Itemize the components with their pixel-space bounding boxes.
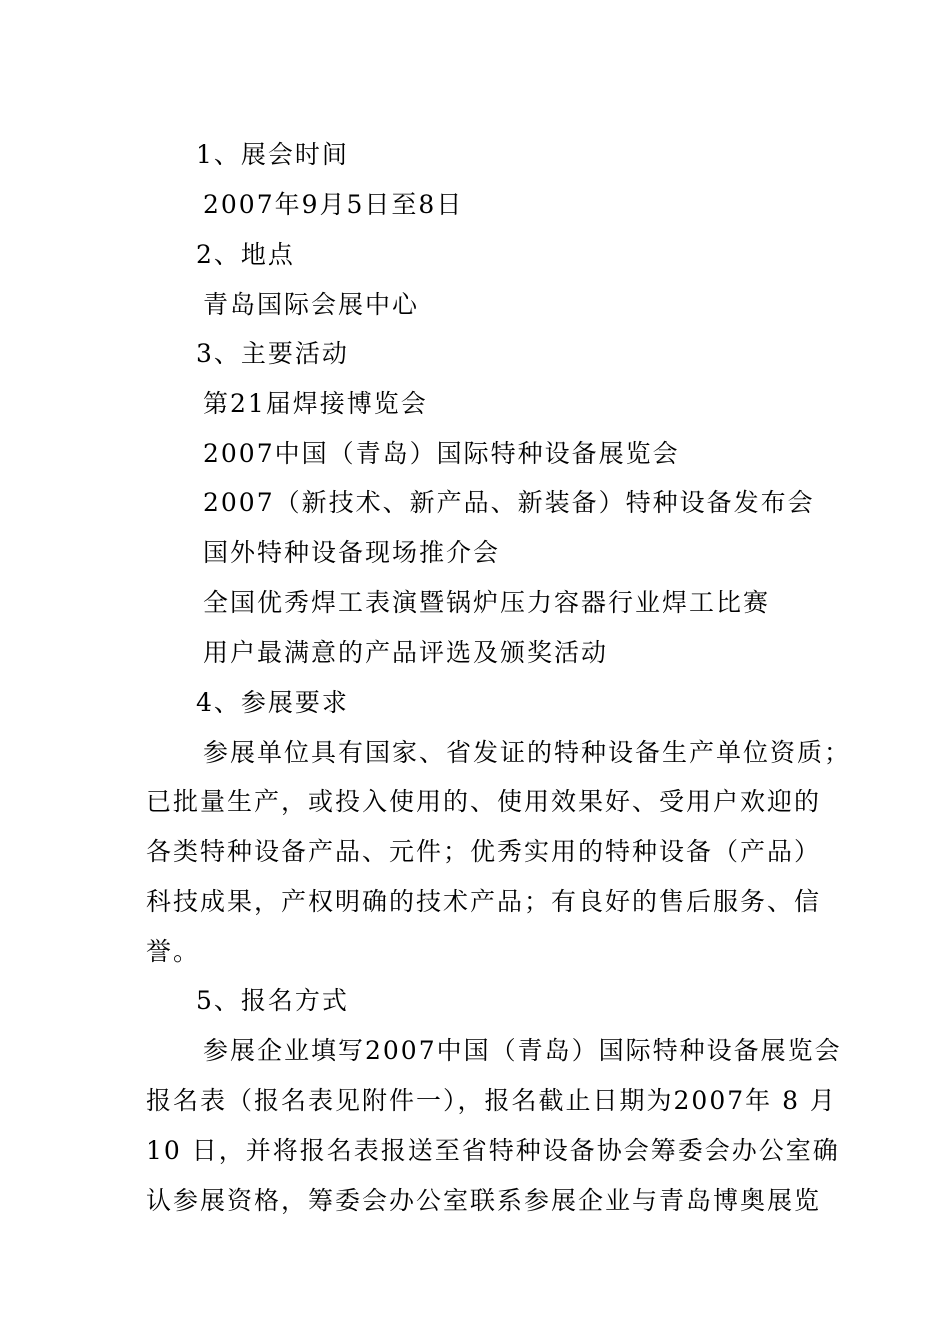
paragraph-line: 参展企业填写2007中国（青岛）国际特种设备展览会	[203, 1036, 842, 1065]
activity-item: 用户最满意的产品评选及颁奖活动	[203, 638, 609, 667]
activity-item: 2007（新技术、新产品、新装备）特种设备发布会	[203, 488, 815, 517]
paragraph-line: 参展单位具有国家、省发证的特种设备生产单位资质；	[203, 738, 852, 767]
activity-item: 2007中国（青岛）国际特种设备展览会	[203, 439, 680, 468]
section-heading-location: 2、地点	[196, 240, 295, 269]
section-heading-exhibition-time: 1、展会时间	[196, 140, 349, 169]
section-heading-main-activities: 3、主要活动	[196, 339, 349, 368]
exhibition-venue: 青岛国际会展中心	[203, 290, 420, 319]
paragraph-line: 已批量生产，或投入使用的、使用效果好、受用户欢迎的	[146, 787, 822, 816]
paragraph-line: 各类特种设备产品、元件；优秀实用的特种设备（产品）	[146, 837, 822, 866]
paragraph-line: 誉。	[146, 937, 201, 966]
activity-item: 全国优秀焊工表演暨锅炉压力容器行业焊工比赛	[203, 588, 771, 617]
paragraph-line: 认参展资格，筹委会办公室联系参展企业与青岛博奥展览	[146, 1186, 822, 1215]
paragraph-line: 科技成果，产权明确的技术产品；有良好的售后服务、信	[146, 887, 822, 916]
section-heading-registration: 5、报名方式	[196, 986, 349, 1015]
activity-item: 国外特种设备现场推介会	[203, 538, 501, 567]
exhibition-dates: 2007年9月5日至8日	[203, 190, 464, 219]
activity-item: 第21届焊接博览会	[203, 389, 428, 418]
paragraph-line: 报名表（报名表见附件一），报名截止日期为2007年 8 月	[146, 1086, 837, 1115]
paragraph-line: 10 日，并将报名表报送至省特种设备协会筹委会办公室确	[146, 1136, 840, 1165]
section-heading-exhibitor-requirements: 4、参展要求	[196, 688, 349, 717]
